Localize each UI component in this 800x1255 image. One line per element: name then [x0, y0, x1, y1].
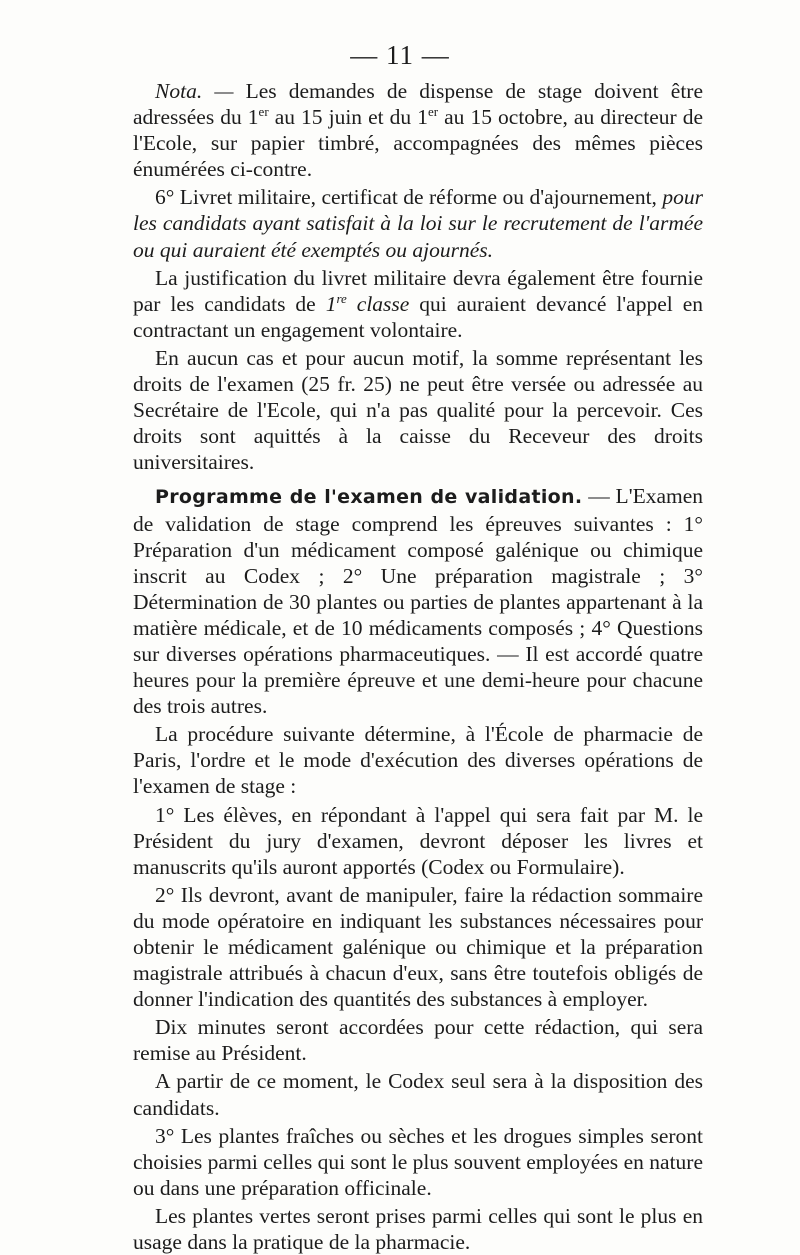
- body-text: [133, 78, 703, 1255]
- paragraph-droits: En aucun cas et pour aucun motif, la somme représentant les droits de l'examen (25 fr. 25) ne peut être versée ou adressée au Secrétaire de l'Ecole, qui n'a pas qualité pour la percevoir. Ces droits sont aquittés à la caisse du Receveur des droits universitaires.: [133, 345, 703, 475]
- paragraph-justification: [133, 265, 703, 343]
- paragraph-step-1: 1° Les élèves, en répondant à l'appel qui sera fait par M. le Président du jury d'examen, devront déposer les livres et manuscrits qu'ils auront apportés (Codex ou Formulaire).: [133, 802, 703, 879]
- paragraph-plantes: Les plantes vertes seront prises parmi celles qui sont le plus en usage dans la pratique de la pharmacie.: [133, 1203, 703, 1255]
- justification-text-1: La justification du livret militaire devra également être fournie par les candidats de: [133, 265, 703, 316]
- nota-text-1: Les demandes de dispense de stage doivent être adressées du 1: [133, 79, 703, 130]
- nota-text-2: au 15 juin et du 1: [268, 105, 428, 130]
- nota-sup-2: er: [427, 103, 439, 119]
- nota-text-3: au 15 octobre, au directeur de l'Ecole, sur papier timbré, accompagnées des mêmes pièces énumérées ci-contre.: [133, 105, 703, 182]
- justification-class-word: classe: [346, 291, 410, 316]
- paragraph-codex: A partir de ce moment, le Codex seul sera à la disposition des candidats.: [133, 1069, 703, 1120]
- paragraph-step-3: 3° Les plantes fraîches ou sèches et les drogues simples seront choisies parmi celles qui sont le plus souvent employées en nature ou dans une préparation officinale.: [133, 1123, 703, 1200]
- livret-italic: pour les candidats ayant satisfait à la loi sur le recrutement de l'armée ou qui auraient été exemptés ou ajournés.: [133, 185, 703, 262]
- paragraph-dix-minutes: Dix minutes seront accordées pour cette rédaction, qui sera remise au Président.: [133, 1015, 703, 1066]
- livret-text: 6° Livret militaire, certificat de réforme ou d'ajournement,: [155, 185, 663, 210]
- paragraph-programme: [133, 483, 703, 719]
- nota-label: Nota. —: [155, 79, 234, 103]
- paragraph-nota: [133, 78, 703, 182]
- paragraph-livret: [133, 184, 703, 262]
- justification-text-2: qui auraient devancé l'appel en contractant un engagement volontaire.: [133, 291, 703, 342]
- paragraph-step-2: 2° Ils devront, avant de manipuler, faire la rédaction sommaire du mode opératoire en indiquant les substances nécessaires pour obtenir le médicament galénique ou chimique et la préparation magistrale attribués à chacun d'eux, sans être toutefois obligés de donner l'indication des quantités des substances à employer.: [133, 882, 703, 1012]
- programme-text: — L'Examen de validation de stage comprend les épreuves suivantes : 1° Préparation d'un médicament composé galénique ou chimique inscrit au Codex ; 2° Une préparation magistrale ; 3° Détermination de 30 plantes ou parties de plantes appartenant à la matière médicale, et de 10 médicaments composés ; 4° Questions sur diverses opérations pharmaceutiques. — Il est accordé quatre heures pour la première épreuve et une demi-heure pour chacune des trois autres.: [133, 484, 704, 719]
- paragraph-procedure: La procédure suivante détermine, à l'École de pharmacie de Paris, l'ordre et le mode d'exécution des diverses opérations de l'examen de stage :: [133, 722, 703, 799]
- nota-sup-1: er: [258, 103, 269, 119]
- page-number: — 11 —: [350, 40, 450, 70]
- programme-heading: Programme de l'examen de validation.: [155, 486, 583, 509]
- justification-class-num: 1: [325, 291, 337, 316]
- justification-class-sup: re: [336, 290, 347, 306]
